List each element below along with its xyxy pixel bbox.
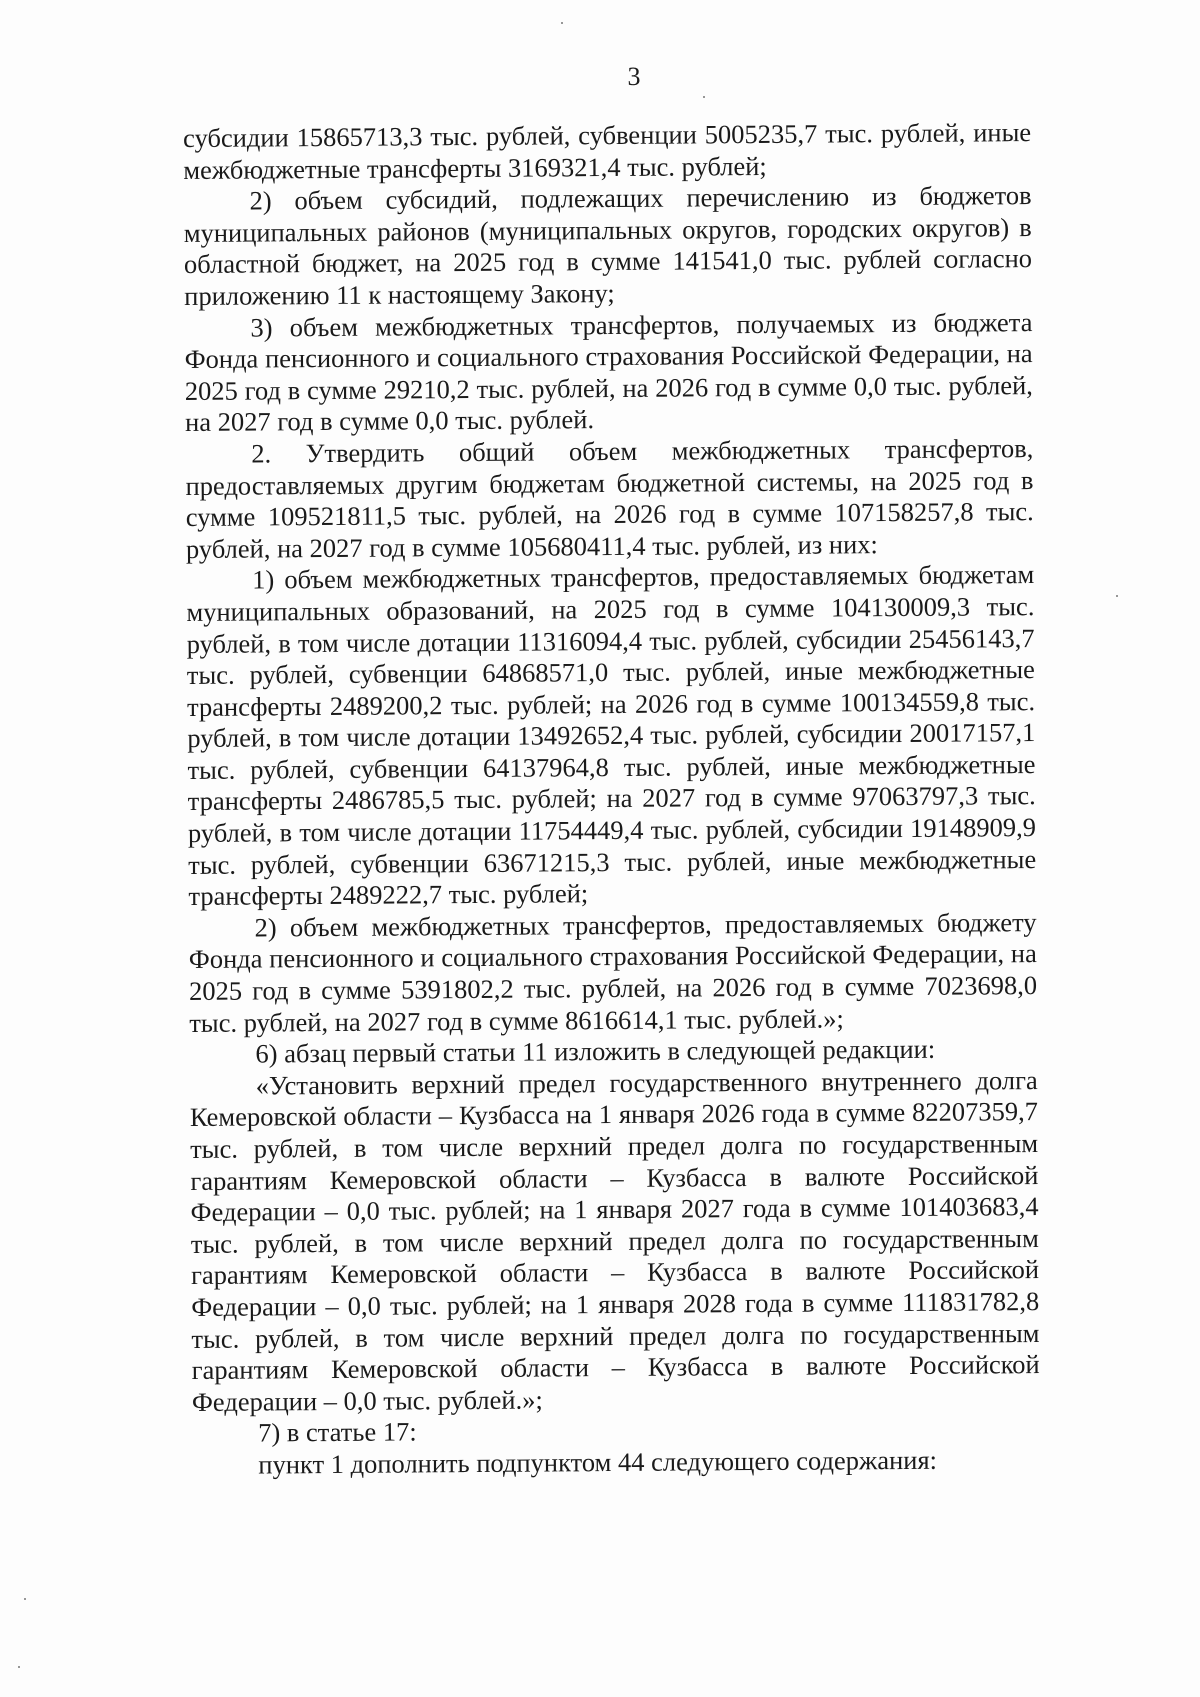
paragraph-amendment-7: 7) в статье 17: [258,1416,417,1448]
scan-speck [703,96,705,98]
paragraph-debt-limit: «Установить верхний предел государственного внутреннего долга Кемеровской области – Кузбасса на 1 января 2026 года в сумме 82207359,7 тыс. рублей, в том числе верхний предел долга по государственным гарантиям Кемеровской области – Кузбасса в валюте Российской Федерации – 0,0 тыс. рублей; на 1 января 2027 года в сумме 101403683,4 тыс. рублей, в том числе верхний предел долга по государственным гарантиям Кемеровской области – Кузбасса в валюте Российской Федерации – 0,0 тыс. рублей; на 1 января 2028 года в сумме 111831782,8 тыс. рублей, в том числе верхний предел долга по государственным гарантиям Кемеровской области – Кузбасса в валюте Российской Федерации – 0,0 тыс. рублей.»; [189,1064,1040,1417]
scan-speck [24,1598,26,1600]
paragraph-amendment-6: 6) абзац первый статьи 11 изложить в следующей редакции: [255,1033,936,1069]
paragraph-point-2-total-transfers: 2. Утвердить общий объем межбюджетных трансфертов, предоставляемых другим бюджетам бюджетной системы, на 2025 год в сумме 109521811,5 тыс. рублей, на 2026 год в сумме 107158257,8 тыс. рублей, на 2027 год в сумме 105680411,4 тыс. рублей, из них: [185,433,1034,564]
paragraph-continuation: субсидии 15865713,3 тыс. рублей, субвенции 5005235,7 тыс. рублей, иные межбюджетные трансферты 3169321,4 тыс. рублей; [183,117,1032,185]
paragraph-item-3-pension-fund-transfers: 3) объем межбюджетных трансфертов, получаемых из бюджета Фонда пенсионного и социального страхования Российской Федерации, на 2025 год в сумме 29210,2 тыс. рублей, на 2026 год в сумме 0,0 тыс. рублей, на 2027 год в сумме 0,0 тыс. рублей. [184,306,1033,438]
scan-speck [1116,595,1118,597]
page-number: 3 [627,62,641,91]
paragraph-point-1-addition: пункт 1 дополнить подпунктом 44 следующего содержания: [258,1444,938,1480]
paragraph-item-2-fund-transfers: 2) объем межбюджетных трансфертов, предоставляемых бюджету Фонда пенсионного и социального страхования Российской Федерации, на 2025 год в сумме 5391802,2 тыс. рублей, на 2026 год в сумме 7023698,0 тыс. рублей, на 2027 год в сумме 8616614,1 тыс. рублей.»; [188,906,1038,1038]
scan-speck [18,1666,20,1668]
paragraph-item-2-subsidies: 2) объем субсидий, подлежащих перечислению из бюджетов муниципальных районов (муниципальных округов, городских округов) в областной бюджет, на 2025 год в сумме 141541,0 тыс. рублей согласно приложению 11 к настоящему Закону; [183,180,1033,311]
document-body [183,117,1040,1481]
scan-speck [561,22,563,24]
paragraph-item-1-municipal-transfers: 1) объем межбюджетных трансфертов, предоставляемых бюджетам муниципальных образований, на 2025 год в сумме 104130009,3 тыс. рублей, в том числе дотации 11316094,4 тыс. рублей, субсидии 25456143,7 тыс. рублей, субвенции 64868571,0 тыс. рублей, иные межбюджетные трансферты 2489200,2 тыс. рублей; на 2026 год в сумме 100134559,8 тыс. рублей, в том числе дотации 13492652,4 тыс. рублей, субсидии 20017157,1 тыс. рублей, субвенции 64137964,8 тыс. рублей, иные межбюджетные трансферты 2486785,5 тыс. рублей; на 2027 год в сумме 97063797,3 тыс. рублей, в том числе дотации 11754449,4 тыс. рублей, субсидии 19148909,9 тыс. рублей, субвенции 63671215,3 тыс. рублей, иные межбюджетные трансферты 2489222,7 тыс. рублей; [186,559,1037,912]
